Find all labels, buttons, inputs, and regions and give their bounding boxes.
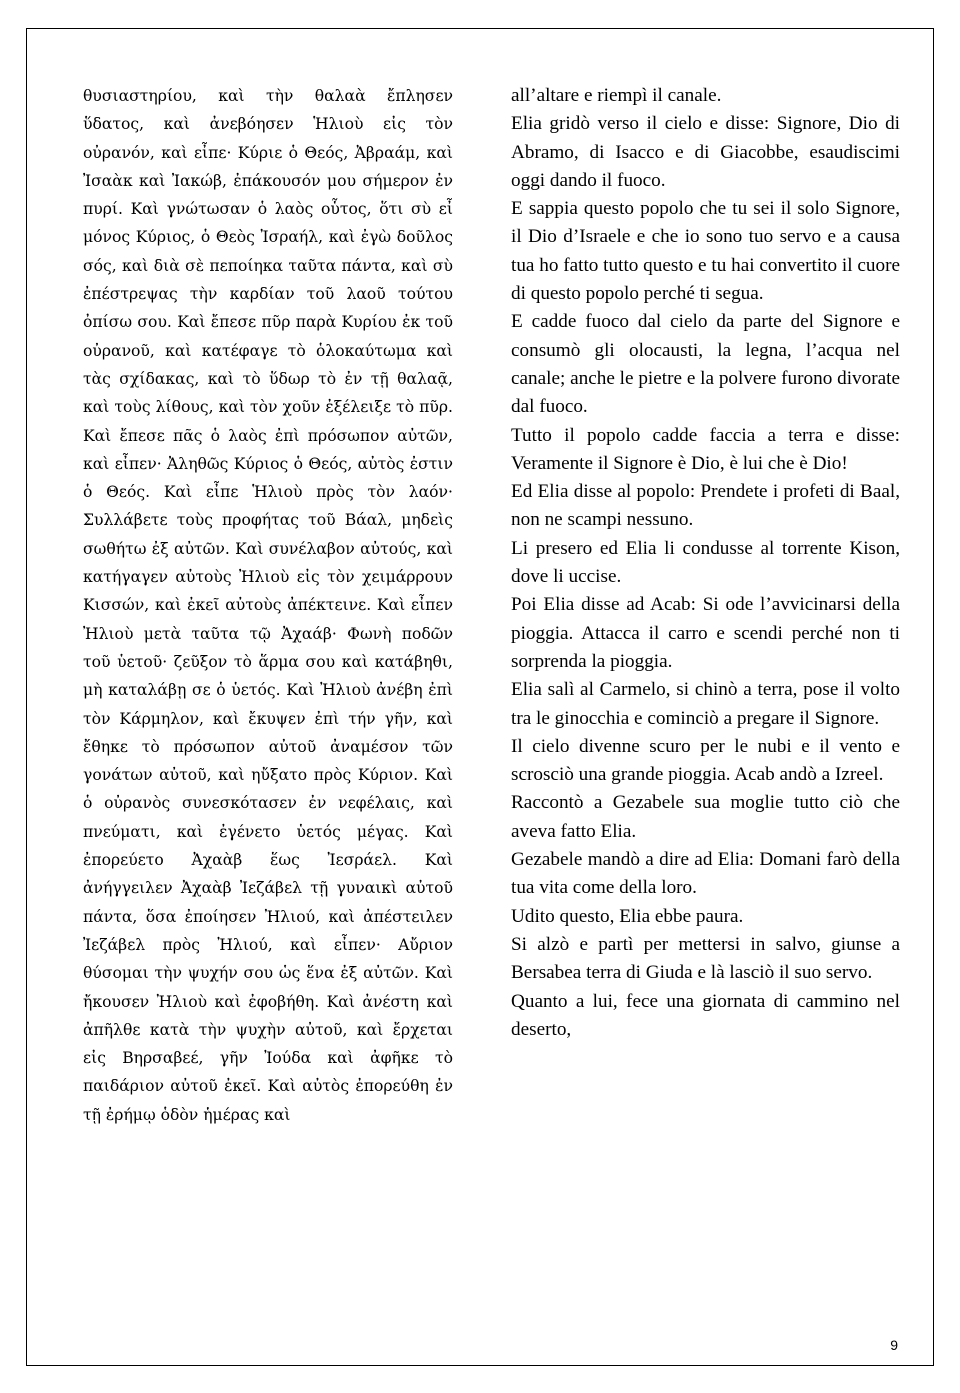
page-number: 9 (890, 1337, 898, 1353)
italian-paragraph: Poi Elia disse ad Acab: Si ode l’avvicinarsi della pioggia. Attacca il carro e scendi perché non ti sorprenda la pioggia. (511, 594, 900, 672)
italian-paragraph: all’altare e riempì il canale. (511, 85, 722, 106)
italian-paragraph: Ed Elia disse al popolo: Prendete i profeti di Baal, non ne scampi nessuno. (511, 481, 900, 531)
italian-paragraph: Tutto il popolo cadde faccia a terra e disse: Veramente il Signore è Dio, è lui che è Dio! (511, 424, 900, 474)
greek-paragraph: θυσιαστηρίου, καὶ τὴν θαλαὰ ἔπλησεν ὕδατος, καὶ ἀνεβόησεν Ἡλιοὺ εἰς τὸν οὐρανόν, καὶ εἶπε· Κύριε ὁ Θεός, Ἀβραάμ, καὶ Ἰσαὰκ καὶ Ἰακώβ, ἐπάκουσόν μου σήμερον ἐν πυρί. Καὶ γνώτωσαν ὁ λαὸς οὗτος, ὅτι σὺ εἶ μόνος Κύριος, ὁ Θεὸς Ἰσραήλ, καὶ ἐγὼ δοῦλος σός, καὶ διὰ σὲ πεποίηκα ταῦτα πάντα, καὶ σὺ ἐπέστρεψας τὴν καρδίαν τοῦ λαοῦ τούτου ὀπίσω σου. Καὶ ἔπεσε πῦρ παρὰ Κυρίου ἐκ τοῦ οὐρανοῦ, καὶ κατέφαγε τὸ ὁλοκαύτωμα καὶ τὰς σχίδακας, καὶ τὸ ὕδωρ τὸ ἐν τῇ θαλαᾷ, καὶ τοὺς λίθους, καὶ τὸν χοῦν ἐξέλειξε τὸ πῦρ. Καὶ ἔπεσε πᾶς ὁ λαὸς ἐπὶ πρόσωπον αὐτῶν, καὶ εἶπεν· Ἀληθῶς Κύριος ὁ Θεός, αὐτὸς ἐστιν ὁ Θεός. Καὶ εἶπε Ἡλιοὺ πρὸς τὸν λαόν· Συλλάβετε τοὺς προφήτας τοῦ Βάαλ, μηδεὶς σωθήτω ἐξ αὐτῶν. Καὶ συνέλαβον αὐτούς, καὶ κατήγαγεν αὐτοὺς Ἠλιοὺ εἰς τὸν χειμάρρουν Κισσών, καὶ ἐκεῖ αὐτοὺς ἀπέκτεινε. Καὶ εἶπεν Ἠλιοὺ μετὰ ταῦτα τῷ Ἀχαάβ· Φωνὴ ποδῶν τοῦ ὑετοῦ· ζεῦξον τὸ ἅρμα σου καὶ κατάβηθι, μὴ καταλάβῃ σε ὁ ὑετός. Καὶ Ἠλιοὺ ἀνέβη ἐπὶ τὸν Κάρμηλον, καὶ ἔκυψεν ἐπὶ τήν γῆν, καὶ ἔθηκε τὸ πρόσωπον αὐτοῦ ἀναμέσον τῶν γονάτων αὐτοῦ, καὶ ηὔξατο πρὸς Κύριον. Καὶ ὁ οὐρανὸς συνεσκότασεν ἐν νεφέλαις, καὶ πνεύματι, καὶ ἐγένετο ὑετός μέγας. Καὶ ἐπορεύετο Ἀχαὰβ ἕως Ἰεσράελ. Καὶ ἀνήγγειλεν Ἀχαὰβ Ἰεζάβελ τῇ γυναικὶ αὐτοῦ πάντα, ὅσα ἐποίησεν Ἠλιού, καὶ ἀπέστειλεν Ἰεζάβελ πρὸς Ἠλιού, καὶ εἶπεν· Αὔριον θύσομαι τὴν ψυχήν σου ὡς ἕνα ἐξ αὐτῶν. Καὶ ἤκουσεν Ἠλιοὺ καὶ ἐφοβήθη. Καὶ ἀνέστη καὶ ἀπῆλθε κατὰ τὴν ψυχὴν αὐτοῦ, καὶ ἔρχεται εἰς Βηρσαβεέ, γῆν Ἰούδα καὶ ἀφῆκε τὸ παιδάριον αὐτοῦ ἐκεῖ. Καὶ αὐτὸς ἐπορεύθη ἐν τῇ ἐρήμῳ ὁδὸν ἡμέρας καὶ (83, 87, 453, 1124)
italian-paragraph: Li presero ed Elia li condusse al torrente Kison, dove li uccise. (511, 537, 900, 588)
greek-text-column (83, 82, 453, 1129)
italian-paragraph: E cadde fuoco dal cielo da parte del Signore e consumò gli olocausti, la legna, l’acqua nel canale; anche le pietre e la polvere furono divorate dal fuoco. (511, 311, 900, 418)
italian-paragraph: Udito questo, Elia ebbe paura. (511, 905, 744, 927)
italian-paragraph: Raccontò a Gezabele sua moglie tutto ciò che aveva fatto Elia. (511, 792, 900, 842)
italian-paragraph: E sappia questo popolo che tu sei il solo Signore, il Dio d’Israele e che io sono tuo servo e a causa tua ho fatto tutto questo e tu hai convertito il cuore di questo popolo perché ti segua. (511, 198, 900, 305)
italian-paragraph: Quanto a lui, fece una giornata di cammino nel deserto, (511, 990, 900, 1040)
italian-paragraph: Elia salì al Carmelo, si chinò a terra, pose il volto tra le ginocchia e cominciò a pregare il Signore. (511, 679, 900, 729)
italian-paragraph: Elia gridò verso il cielo e disse: Signore, Dio di Abramo, di Isacco e di Giacobbe, esaudiscimi oggi dando il fuoco. (511, 113, 900, 191)
italian-paragraph: Si alzò e partì per mettersi in salvo, giunse a Bersabea terra di Giuda e là lasciò il suo servo. (511, 933, 900, 984)
italian-text-column (511, 82, 900, 1044)
italian-paragraph: Il cielo divenne scuro per le nubi e il vento e scrosciò una grande pioggia. Acab andò a Izreel. (511, 735, 900, 786)
italian-paragraph: Gezabele mandò a dire ad Elia: Domani farò della tua vita come della loro. (511, 849, 900, 899)
